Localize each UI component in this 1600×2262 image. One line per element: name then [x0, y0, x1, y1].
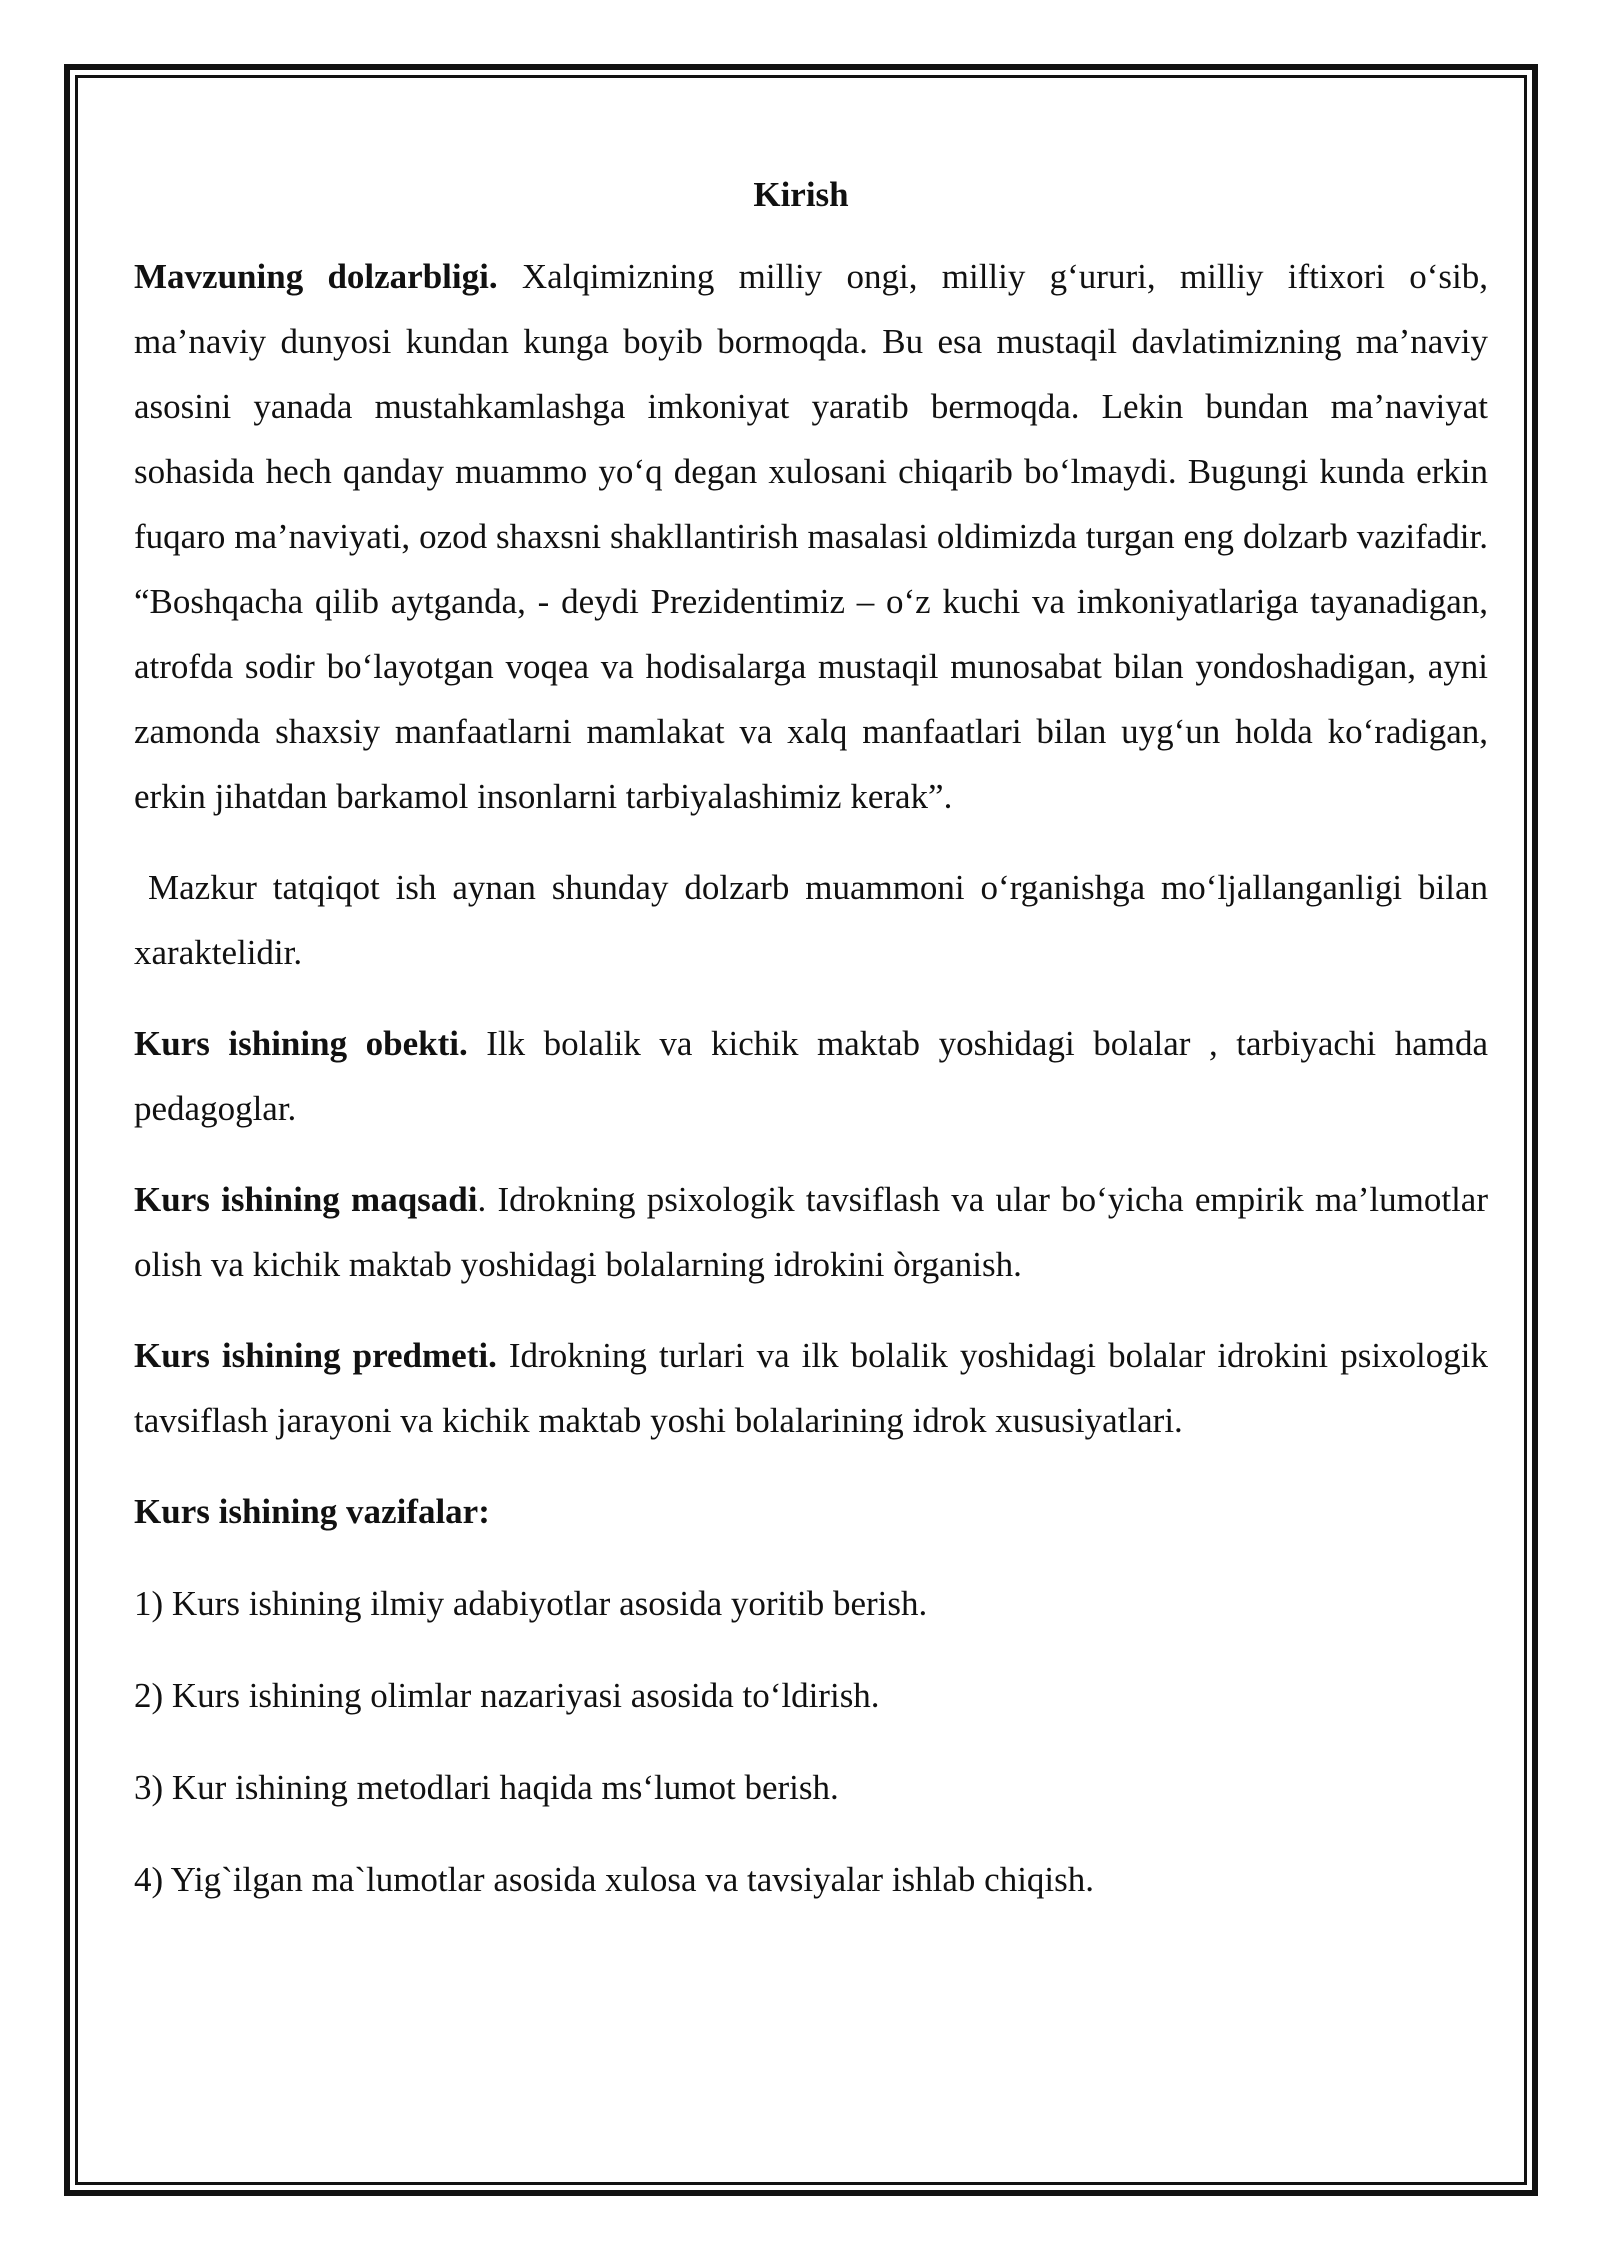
paragraph-maqsadi [134, 1167, 1488, 1297]
document-body [134, 162, 1488, 1939]
paragraph-dolzarbligi [134, 244, 1488, 829]
paragraph-label: Kurs ishining maqsadi [134, 1180, 478, 1219]
list-item: 4) Yig`ilgan ma`lumotlar asosida xulosa va tavsiyalar ishlab chiqish. [134, 1860, 1095, 1899]
paragraph-text: . Idrokning psixologik tavsiflash va ular bo‘yicha empirik ma’lumotlar olish va kichik maktab yoshidagi bolalarning idrokini òrganish. [134, 1180, 1488, 1284]
page-title: Kirish [753, 175, 849, 214]
paragraph-text: Xalqimizning milliy ongi, milliy g‘ururi, milliy iftixori o‘sib, ma’naviy dunyosi kundan kunga boyib bormoqda. Bu esa mustaqil davlatimizning ma’naviy asosini yanada mustahkamlashga imkoniyat yaratib bermoqda. Lekin bundan ma’naviyat sohasida hech qanday muammo yo‘q degan xulosani chiqarib bo‘lmaydi. Bugungi kunda erkin fuqaro ma’naviyati, ozod shaxsni shakllantirish masalasi oldimizda turgan eng dolzarb vazifadir. “Boshqacha qilib aytganda, - deydi Prezidentimiz – o‘z kuchi va imkoniyatlariga tayanadigan, atrofda sodir bo‘layotgan voqea va hodisalarga mustaqil munosabat bilan yondoshadigan, ayni zamonda shaxsiy manfaatlarni mamlakat va xalq manfaatlari bilan uyg‘un holda ko‘radigan, erkin jihatdan barkamol insonlarni tarbiyalashimiz kerak”. [134, 257, 1488, 816]
paragraph-label: Kurs ishining obekti. [134, 1024, 468, 1063]
list-item: 3) Kur ishining metodlari haqida ms‘lumot berish. [134, 1768, 839, 1807]
paragraph-text: Mazkur tatqiqot ish aynan shunday dolzarb muammoni o‘rganishga mo‘ljallanganligi bilan xaraktelidir. [134, 868, 1488, 972]
paragraph-obekti [134, 1011, 1488, 1141]
paragraph-text: Ilk bolalik va kichik maktab yoshidagi bolalar , tarbiyachi hamda pedagoglar. [134, 1024, 1488, 1128]
vazifalar-heading [134, 1479, 1488, 1544]
paragraph-label: Mavzuning dolzarbligi. [134, 257, 498, 296]
list-item: 2) Kurs ishining olimlar nazariyasi asosida to‘ldirish. [134, 1676, 880, 1715]
list-item: 1) Kurs ishining ilmiy adabiyotlar asosida yoritib berish. [134, 1584, 928, 1623]
paragraph-text: Idrokning turlari va ilk bolalik yoshidagi bolalar idrokini psixologik tavsiflash jarayoni va kichik maktab yoshi bolalarining idrok xususiyatlari. [134, 1336, 1488, 1440]
paragraph-mazkur [134, 855, 1488, 985]
paragraph-predmeti [134, 1323, 1488, 1453]
paragraph-label: Kurs ishining predmeti. [134, 1336, 497, 1375]
paragraph-label: Kurs ishining vazifalar: [134, 1492, 490, 1531]
